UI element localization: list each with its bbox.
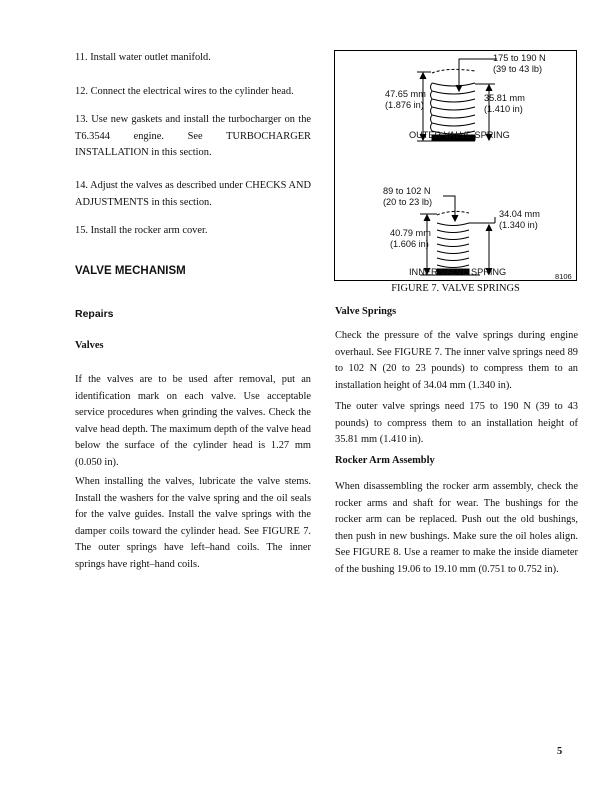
inner-force-label — [383, 186, 432, 208]
step-15: 15. Install the rocker arm cover. — [75, 225, 208, 236]
figure-valve-springs — [334, 50, 577, 281]
outer-force-n: 175 to 190 N — [493, 53, 546, 63]
outer-spring-title: OUTER VALVE SPRING — [409, 130, 510, 140]
step-11: 11. Install water outlet manifold. — [75, 52, 211, 63]
outer-free-length-label — [385, 89, 426, 111]
outer-force-lb: (39 to 43 lb) — [493, 64, 543, 74]
inner-inst-mm: 34.04 mm — [499, 209, 540, 219]
figure-id: 8106 — [555, 272, 572, 281]
heading-repairs: Repairs — [75, 308, 114, 320]
heading-valve-mechanism: VALVE MECHANISM — [75, 265, 186, 277]
paragraph-valve-springs-1: Check the pressure of the valve springs during engine overhaul. See FIGURE 7. The inner valve springs need 89 to 102 N (20 to 23 pounds) to compress them to an installation height of 34.04 mm (1.340 in). — [335, 330, 578, 391]
paragraph-valve-springs-2: The outer valve springs need 175 to 190 N (39 to 43 pounds) to compress them to an installation height of 35.81 mm (1.410 in). — [335, 401, 578, 445]
springs-drawing — [335, 51, 578, 282]
step-14: 14. Adjust the valves as described under CHECKS AND ADJUSTMENTS in this section. — [75, 180, 311, 208]
step-12: 12. Connect the electrical wires to the cylinder head. — [75, 86, 294, 97]
outer-inst-mm: 35.81 mm — [484, 93, 525, 103]
outer-inst-in: (1.410 in) — [484, 104, 523, 114]
inner-free-mm: 40.79 mm — [390, 228, 431, 238]
inner-free-length-label — [390, 228, 431, 250]
heading-valve-springs: Valve Springs — [335, 306, 397, 317]
inner-inst-in: (1.340 in) — [499, 220, 538, 230]
heading-rocker-arm-assembly: Rocker Arm Assembly — [335, 455, 435, 466]
inner-installed-height-label — [499, 209, 540, 231]
paragraph-rocker-arm: When disassembling the rocker arm assembly, check the rocker arms and shaft for wear. The bushings for the rocker arm can be replaced. Push out the old bushings, then push in new bushings. Make sure the oil holes align. See FIGURE 8. Use a reamer to make the inside diameter of the bushing 19.06 to 19.10 mm (0.751 to 0.752 in). — [335, 481, 578, 575]
paragraph-valves-2: When installing the valves, lubricate the valve stems. Install the washers for the valve spring and the oil seals for the valve guides. Install the valve springs with the damper coils toward the cylinder head. See FIGURE 7. The outer springs have left–hand coils. The inner springs have right–hand coils. — [75, 476, 311, 570]
figure-caption: FIGURE 7. VALVE SPRINGS — [391, 283, 520, 294]
heading-valves: Valves — [75, 340, 104, 351]
step-13: 13. Use new gaskets and install the turbocharger on the T6.3544 engine. See TURBOCHARGER INSTALLATION in this section. — [75, 114, 311, 158]
inner-spring-title: INNER VALVE SPRING — [409, 267, 507, 277]
outer-force-label — [493, 53, 546, 75]
inner-force-n: 89 to 102 N — [383, 186, 431, 196]
paragraph-valves-1: If the valves are to be used after removal, put an identification mark on each valve. Use acceptable service procedures when grinding the valves. Check the valve head depth. The maximum depth of the valve head below the surface of the cylinder head is 1.27 mm (0.050 in). — [75, 374, 311, 468]
outer-installed-height-label — [484, 93, 525, 115]
page-number: 5 — [557, 746, 563, 757]
outer-free-in: (1.876 in) — [385, 100, 424, 110]
outer-free-mm: 47.65 mm — [385, 89, 426, 99]
inner-force-lb: (20 to 23 lb) — [383, 197, 433, 207]
inner-free-in: (1.606 in) — [390, 239, 429, 249]
